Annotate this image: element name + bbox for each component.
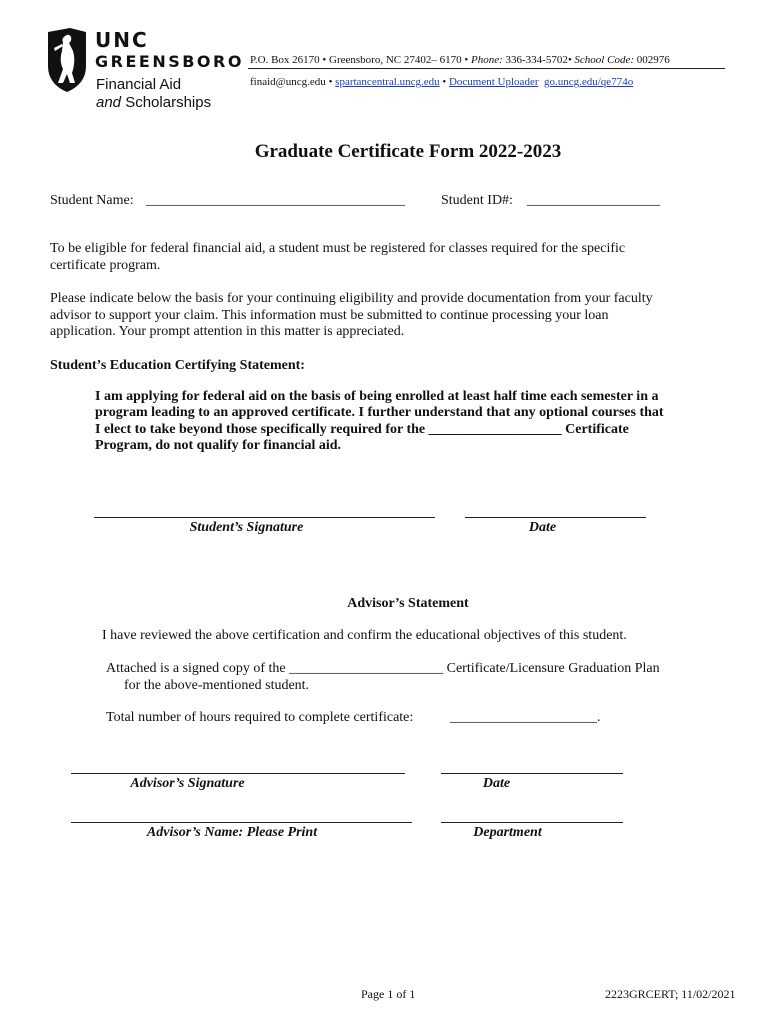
eligibility-line-1: To be eligible for federal financial aid, a student must be registered for classes required for the specific xyxy=(50,241,626,256)
student-id-field[interactable]: ___________________ xyxy=(527,193,660,208)
instructions-line-3: application. Your prompt attention in this matter is appreciated. xyxy=(50,324,405,339)
advisor-name-label: Advisor’s Name: Please Print xyxy=(146,825,318,840)
header-divider xyxy=(248,68,725,69)
student-date-line[interactable] xyxy=(465,517,646,518)
header-separator: • xyxy=(325,76,336,88)
header-contact-line xyxy=(250,53,670,67)
advisor-signature-line[interactable] xyxy=(71,773,405,774)
statement-line-4: Program, do not qualify for financial aid. xyxy=(95,438,342,453)
attached-line-2: for the above-mentioned student. xyxy=(124,678,310,693)
logo-and-text: and xyxy=(96,94,122,111)
advisor-date-label: Date xyxy=(482,776,511,791)
instructions-line-1: Please indicate below the basis for your continuing eligibility and provide documentation from your faculty xyxy=(50,291,653,306)
header-address: P.O. Box 26170 • Greensboro, NC 27402– 6170 • xyxy=(250,54,471,66)
student-name-field[interactable]: _____________________________________ xyxy=(146,193,405,208)
spartan-statue-icon xyxy=(44,26,90,94)
advisor-statement-heading: Advisor’s Statement xyxy=(347,596,469,611)
total-hours-field[interactable]: _____________________. xyxy=(450,710,601,725)
total-hours-label: Total number of hours required to complete certificate: xyxy=(106,710,414,725)
header-phone: 336-334-5702 xyxy=(502,54,568,66)
certifying-statement-heading: Student’s Education Certifying Statement: xyxy=(50,358,305,373)
header-links-line xyxy=(250,75,633,89)
statement-line-1: I am applying for federal aid on the basis of being enrolled at least half time each semester in a xyxy=(95,389,659,404)
logo-unc-text: UNC xyxy=(95,28,149,52)
advisor-review-text: I have reviewed the above certification and confirm the educational objectives of this student. xyxy=(102,628,627,643)
student-id-label: Student ID#: xyxy=(441,193,513,208)
link-spartancentral[interactable]: spartancentral.uncg.edu xyxy=(335,76,440,88)
department-line[interactable] xyxy=(441,822,623,823)
link-short-url[interactable]: go.uncg.edu/qe774o xyxy=(543,76,634,88)
student-signature-line[interactable] xyxy=(94,517,435,518)
logo-scholarships-word: Scholarships xyxy=(125,94,212,111)
logo-greensboro-text: GREENSBORO xyxy=(95,52,244,71)
header-school-code: 002976 xyxy=(634,54,670,66)
student-name-label: Student Name: xyxy=(50,193,134,208)
department-label: Department xyxy=(473,825,542,840)
attached-line-1: Attached is a signed copy of the ______________________ Certificate/Licensure Graduation Plan xyxy=(106,661,660,676)
student-signature-label: Student’s Signature xyxy=(189,520,304,535)
student-date-label: Date xyxy=(528,520,557,535)
logo-financial-aid-text: Financial Aid xyxy=(96,76,182,93)
header-phone-label: Phone: xyxy=(470,54,503,66)
page-number: Page 1 of 1 xyxy=(361,987,416,1001)
header-separator-2: • xyxy=(439,76,449,88)
link-document-uploader[interactable]: Document Uploader xyxy=(448,76,539,88)
advisor-signature-label: Advisor’s Signature xyxy=(130,776,245,791)
instructions-line-2: advisor to support your claim. This information must be submitted to continue processing your loan xyxy=(50,308,609,323)
eligibility-line-2: certificate program. xyxy=(50,258,161,273)
statement-line-3: I elect to take beyond those specifically required for the ___________________ Certificate xyxy=(95,422,629,437)
form-code: 2223GRCERT; 11/02/2021 xyxy=(605,987,736,1001)
page-title: Graduate Certificate Form 2022-2023 xyxy=(254,141,562,162)
advisor-date-line[interactable] xyxy=(441,773,623,774)
advisor-name-line[interactable] xyxy=(71,822,412,823)
logo-scholarships-text xyxy=(96,94,211,111)
header-school-code-label: • School Code: xyxy=(567,54,634,66)
header-email: finaid@uncg.edu xyxy=(250,76,326,88)
statement-line-2: program leading to an approved certificate. I further understand that any optional courses that xyxy=(95,405,664,420)
